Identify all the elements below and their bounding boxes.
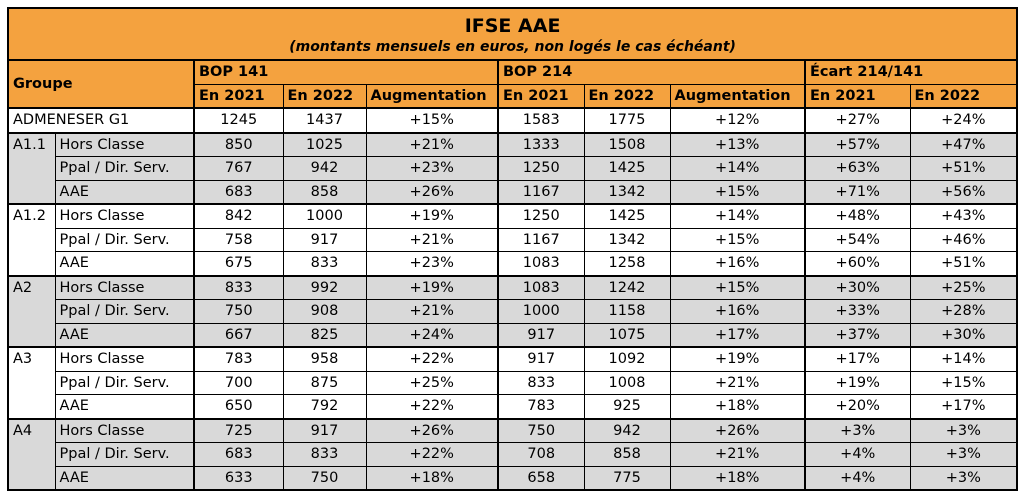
cell-bop214-2022: 1258 <box>584 252 670 276</box>
cell-ecart-2022: +17% <box>910 395 1017 419</box>
cell-bop141-2022: 750 <box>283 466 366 490</box>
cell-bop141-augmentation: +25% <box>366 371 498 395</box>
cell-bop141-augmentation: +22% <box>366 443 498 467</box>
cell-bop141-2021: 633 <box>194 466 283 490</box>
cell-bop141-2021: 683 <box>194 443 283 467</box>
cell-bop214-2021: 917 <box>498 347 584 371</box>
cell-bop141-augmentation: +26% <box>366 180 498 204</box>
cell-bop141-2022: 942 <box>283 157 366 181</box>
row-grade-label: AAE <box>55 395 194 419</box>
table-row <box>8 276 1017 300</box>
cell-bop214-2022: 925 <box>584 395 670 419</box>
cell-bop141-2021: 667 <box>194 323 283 347</box>
row-group-label <box>8 371 55 395</box>
cell-bop141-2022: 1437 <box>283 108 366 133</box>
table-row <box>8 443 1017 467</box>
cell-bop141-augmentation: +19% <box>366 204 498 228</box>
cell-ecart-2022: +30% <box>910 323 1017 347</box>
row-group-label <box>8 466 55 490</box>
table-row <box>8 252 1017 276</box>
row-group-label <box>8 323 55 347</box>
cell-ecart-2022: +14% <box>910 347 1017 371</box>
cell-ecart-2021: +27% <box>805 108 910 133</box>
row-group-label <box>8 395 55 419</box>
header-bop214-2021: En 2021 <box>498 84 584 108</box>
cell-bop141-2021: 758 <box>194 228 283 252</box>
cell-bop214-2021: 1167 <box>498 228 584 252</box>
cell-bop141-2021: 1245 <box>194 108 283 133</box>
cell-bop214-2021: 1083 <box>498 252 584 276</box>
cell-bop214-2022: 942 <box>584 419 670 443</box>
cell-ecart-2022: +24% <box>910 108 1017 133</box>
header-bop141-augmentation: Augmentation <box>366 84 498 108</box>
table-subtitle: (montants mensuels en euros, non logés le cas échéant) <box>289 39 736 55</box>
cell-bop214-2022: 1008 <box>584 371 670 395</box>
cell-bop214-2021: 1583 <box>498 108 584 133</box>
cell-ecart-2022: +3% <box>910 466 1017 490</box>
row-group-label: A1.2 <box>8 204 55 228</box>
cell-bop141-2021: 850 <box>194 133 283 157</box>
row-grade-label: Hors Classe <box>55 419 194 443</box>
cell-bop214-augmentation: +18% <box>670 466 805 490</box>
cell-ecart-2021: +4% <box>805 466 910 490</box>
row-grade-label: Hors Classe <box>55 347 194 371</box>
row-group-label: ADMENESER G1 <box>8 108 194 133</box>
cell-bop214-2021: 1250 <box>498 157 584 181</box>
cell-bop141-2021: 700 <box>194 371 283 395</box>
cell-ecart-2022: +3% <box>910 419 1017 443</box>
table-row <box>8 228 1017 252</box>
header-bop214-augmentation: Augmentation <box>670 84 805 108</box>
row-group-label <box>8 180 55 204</box>
table-row <box>8 157 1017 181</box>
cell-bop214-2022: 1242 <box>584 276 670 300</box>
cell-bop214-augmentation: +15% <box>670 276 805 300</box>
cell-ecart-2022: +28% <box>910 300 1017 324</box>
cell-bop214-2021: 1000 <box>498 300 584 324</box>
cell-bop214-augmentation: +13% <box>670 133 805 157</box>
row-group-label: A4 <box>8 419 55 443</box>
table-row <box>8 395 1017 419</box>
cell-bop214-2022: 1342 <box>584 228 670 252</box>
cell-bop141-2022: 858 <box>283 180 366 204</box>
cell-ecart-2021: +71% <box>805 180 910 204</box>
cell-ecart-2021: +37% <box>805 323 910 347</box>
cell-ecart-2021: +4% <box>805 443 910 467</box>
cell-ecart-2021: +19% <box>805 371 910 395</box>
cell-bop214-augmentation: +15% <box>670 228 805 252</box>
cell-bop214-augmentation: +17% <box>670 323 805 347</box>
table-row <box>8 133 1017 157</box>
cell-bop141-augmentation: +21% <box>366 228 498 252</box>
table-row <box>8 347 1017 371</box>
cell-ecart-2022: +51% <box>910 157 1017 181</box>
cell-ecart-2021: +3% <box>805 419 910 443</box>
cell-bop141-2021: 725 <box>194 419 283 443</box>
cell-bop214-augmentation: +26% <box>670 419 805 443</box>
cell-ecart-2021: +48% <box>805 204 910 228</box>
cell-bop141-2021: 783 <box>194 347 283 371</box>
cell-bop141-2022: 908 <box>283 300 366 324</box>
ifse-aae-table <box>7 7 1018 491</box>
cell-bop214-2022: 1425 <box>584 204 670 228</box>
cell-bop214-augmentation: +12% <box>670 108 805 133</box>
row-grade-label: Ppal / Dir. Serv. <box>55 300 194 324</box>
cell-ecart-2022: +3% <box>910 443 1017 467</box>
cell-ecart-2022: +56% <box>910 180 1017 204</box>
cell-bop214-2022: 1075 <box>584 323 670 347</box>
cell-bop141-2021: 650 <box>194 395 283 419</box>
cell-bop214-2022: 1158 <box>584 300 670 324</box>
cell-ecart-2022: +15% <box>910 371 1017 395</box>
row-grade-label: Ppal / Dir. Serv. <box>55 157 194 181</box>
cell-bop141-2022: 875 <box>283 371 366 395</box>
cell-bop214-augmentation: +21% <box>670 371 805 395</box>
row-group-label: A2 <box>8 276 55 300</box>
table-row <box>8 108 1017 133</box>
cell-ecart-2022: +47% <box>910 133 1017 157</box>
header-bop141-2022: En 2022 <box>283 84 366 108</box>
cell-bop141-2022: 1025 <box>283 133 366 157</box>
row-grade-label: Ppal / Dir. Serv. <box>55 371 194 395</box>
cell-bop214-2021: 1083 <box>498 276 584 300</box>
row-group-label: A1.1 <box>8 133 55 157</box>
cell-ecart-2021: +54% <box>805 228 910 252</box>
cell-bop214-2021: 1250 <box>498 204 584 228</box>
cell-bop214-2022: 858 <box>584 443 670 467</box>
cell-bop214-2021: 783 <box>498 395 584 419</box>
table-row <box>8 323 1017 347</box>
cell-ecart-2021: +63% <box>805 157 910 181</box>
cell-bop141-augmentation: +15% <box>366 108 498 133</box>
cell-bop141-2022: 833 <box>283 443 366 467</box>
cell-bop141-augmentation: +21% <box>366 133 498 157</box>
cell-bop214-2022: 1092 <box>584 347 670 371</box>
cell-bop214-augmentation: +16% <box>670 300 805 324</box>
header-ecart-2022: En 2022 <box>910 84 1017 108</box>
cell-bop214-augmentation: +15% <box>670 180 805 204</box>
table-row <box>8 371 1017 395</box>
cell-bop214-2021: 708 <box>498 443 584 467</box>
cell-bop214-2022: 1425 <box>584 157 670 181</box>
cell-bop141-2021: 833 <box>194 276 283 300</box>
cell-bop214-2021: 750 <box>498 419 584 443</box>
row-grade-label: AAE <box>55 466 194 490</box>
header-groupe: Groupe <box>8 60 194 108</box>
row-grade-label: Hors Classe <box>55 133 194 157</box>
cell-bop141-2022: 1000 <box>283 204 366 228</box>
cell-bop214-augmentation: +19% <box>670 347 805 371</box>
cell-bop214-augmentation: +14% <box>670 157 805 181</box>
cell-ecart-2021: +17% <box>805 347 910 371</box>
row-grade-label: AAE <box>55 180 194 204</box>
cell-bop214-2022: 775 <box>584 466 670 490</box>
row-grade-label: Hors Classe <box>55 204 194 228</box>
cell-bop141-augmentation: +22% <box>366 395 498 419</box>
cell-bop141-2022: 792 <box>283 395 366 419</box>
cell-bop141-2022: 825 <box>283 323 366 347</box>
cell-ecart-2022: +43% <box>910 204 1017 228</box>
table-title: IFSE AAE <box>464 15 561 37</box>
cell-bop141-2022: 917 <box>283 419 366 443</box>
cell-bop141-augmentation: +24% <box>366 323 498 347</box>
row-grade-label: Ppal / Dir. Serv. <box>55 228 194 252</box>
cell-bop141-2021: 750 <box>194 300 283 324</box>
row-group-label <box>8 443 55 467</box>
cell-bop141-augmentation: +23% <box>366 157 498 181</box>
cell-bop141-augmentation: +22% <box>366 347 498 371</box>
row-group-label: A3 <box>8 347 55 371</box>
row-grade-label: AAE <box>55 252 194 276</box>
header-bop214: BOP 214 <box>498 60 805 84</box>
table-row <box>8 300 1017 324</box>
cell-ecart-2021: +57% <box>805 133 910 157</box>
cell-ecart-2021: +60% <box>805 252 910 276</box>
cell-bop141-2021: 842 <box>194 204 283 228</box>
row-group-label <box>8 228 55 252</box>
cell-bop141-augmentation: +23% <box>366 252 498 276</box>
cell-bop214-2021: 1167 <box>498 180 584 204</box>
table-title-cell <box>8 8 1017 60</box>
cell-ecart-2022: +25% <box>910 276 1017 300</box>
row-group-label <box>8 252 55 276</box>
cell-bop214-augmentation: +21% <box>670 443 805 467</box>
table-row <box>8 180 1017 204</box>
cell-bop141-2022: 833 <box>283 252 366 276</box>
header-ecart: Écart 214/141 <box>805 60 1017 84</box>
cell-bop141-2021: 767 <box>194 157 283 181</box>
cell-bop141-2022: 992 <box>283 276 366 300</box>
cell-bop141-augmentation: +18% <box>366 466 498 490</box>
cell-bop141-2021: 675 <box>194 252 283 276</box>
cell-bop214-2021: 1333 <box>498 133 584 157</box>
header-bop214-2022: En 2022 <box>584 84 670 108</box>
cell-ecart-2021: +20% <box>805 395 910 419</box>
header-ecart-2021: En 2021 <box>805 84 910 108</box>
header-bop141: BOP 141 <box>194 60 498 84</box>
cell-bop214-2022: 1775 <box>584 108 670 133</box>
table-row <box>8 466 1017 490</box>
row-grade-label: Hors Classe <box>55 276 194 300</box>
cell-bop141-augmentation: +26% <box>366 419 498 443</box>
cell-bop214-augmentation: +16% <box>670 252 805 276</box>
row-group-label <box>8 157 55 181</box>
cell-bop141-augmentation: +19% <box>366 276 498 300</box>
cell-bop214-augmentation: +18% <box>670 395 805 419</box>
row-grade-label: AAE <box>55 323 194 347</box>
cell-bop141-2021: 683 <box>194 180 283 204</box>
row-group-label <box>8 300 55 324</box>
table-row <box>8 204 1017 228</box>
cell-ecart-2022: +46% <box>910 228 1017 252</box>
cell-ecart-2021: +30% <box>805 276 910 300</box>
cell-bop214-2022: 1508 <box>584 133 670 157</box>
cell-bop214-2021: 833 <box>498 371 584 395</box>
row-grade-label: Ppal / Dir. Serv. <box>55 443 194 467</box>
cell-bop214-2021: 658 <box>498 466 584 490</box>
cell-bop141-2022: 958 <box>283 347 366 371</box>
cell-bop214-2022: 1342 <box>584 180 670 204</box>
ifse-table-container <box>7 7 1016 491</box>
cell-ecart-2021: +33% <box>805 300 910 324</box>
cell-ecart-2022: +51% <box>910 252 1017 276</box>
table-row <box>8 419 1017 443</box>
cell-bop141-2022: 917 <box>283 228 366 252</box>
cell-bop141-augmentation: +21% <box>366 300 498 324</box>
header-bop141-2021: En 2021 <box>194 84 283 108</box>
cell-bop214-2021: 917 <box>498 323 584 347</box>
cell-bop214-augmentation: +14% <box>670 204 805 228</box>
